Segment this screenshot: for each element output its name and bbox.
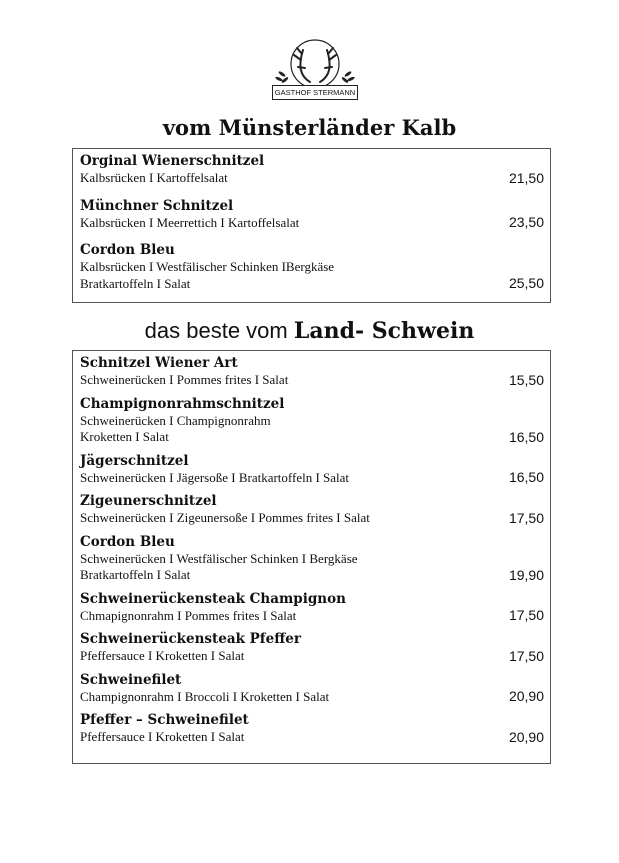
gasthof-logo xyxy=(270,36,360,102)
item-description: Kalbsrücken I Meerrettich I Kartoffelsalat xyxy=(80,214,300,230)
section-title-kalb: vom Münsterländer Kalb xyxy=(162,115,457,140)
logo-text: GASTHOF STERMANN xyxy=(272,85,358,100)
item-description: Schweinerücken I Jägersoße I Bratkartoffeln I Salat xyxy=(80,469,350,485)
item-name: Champignonrahmschnitzel xyxy=(80,395,285,412)
item-description: Kalbsrücken I Kartoffelsalat xyxy=(80,170,228,185)
item-description: Schweinerücken I Westfälischer Schinken I Bergkäse xyxy=(80,550,358,566)
menu-item xyxy=(80,590,544,625)
item-name: Schweinerückensteak Pfeffer xyxy=(80,631,301,647)
menu-box-schwein xyxy=(72,350,551,764)
item-price: 17,50 xyxy=(508,509,544,526)
item-price: 16,50 xyxy=(508,469,544,485)
menu-box-kalb xyxy=(72,148,551,303)
menu-item xyxy=(80,241,544,292)
item-description: Bratkartoffeln I Salat xyxy=(80,567,191,582)
item-price: 19,90 xyxy=(508,566,544,583)
title-bold: Land- Schwein xyxy=(293,318,475,344)
item-name: Zigeunerschnitzel xyxy=(80,493,217,509)
menu-item xyxy=(80,452,544,487)
item-name: Cordon Bleu xyxy=(80,242,175,258)
item-price: 23,50 xyxy=(508,214,544,230)
section-title-schwein xyxy=(0,318,619,344)
menu-item xyxy=(80,197,544,232)
menu-item xyxy=(80,354,544,389)
item-name: Schnitzel Wiener Art xyxy=(80,355,238,371)
menu-item xyxy=(80,711,544,746)
item-price: 20,90 xyxy=(508,688,544,704)
item-description: Schweinerücken I Pommes frites I Salat xyxy=(80,372,289,387)
menu-item xyxy=(80,671,544,706)
item-price: 20,90 xyxy=(508,728,544,745)
item-price: 25,50 xyxy=(508,275,544,291)
item-description: Kalbsrücken I Westfälischer Schinken IBergkäse xyxy=(80,259,335,274)
item-description: Champignonrahm I Broccoli I Kroketten I Salat xyxy=(80,688,330,704)
item-description: Bratkartoffeln I Salat xyxy=(80,275,191,291)
item-name: Pfeffer – Schweinefilet xyxy=(80,712,249,728)
antler-logo-icon xyxy=(270,36,360,88)
item-price: 15,50 xyxy=(508,371,544,388)
menu-item xyxy=(80,395,544,446)
item-name: Schweinefilet xyxy=(80,671,182,688)
item-name: Orginal Wienerschnitzel xyxy=(80,153,265,169)
menu-item xyxy=(80,630,544,665)
item-name: Schweinerückensteak Champignon xyxy=(80,590,346,607)
item-price: 17,50 xyxy=(508,647,544,664)
item-description: Schweinerücken I Zigeunersoße I Pommes frites I Salat xyxy=(80,510,370,525)
item-description: Kroketten I Salat xyxy=(80,429,169,444)
item-description: Pfeffersauce I Kroketten I Salat xyxy=(80,729,245,744)
item-price: 21,50 xyxy=(508,169,544,186)
item-description: Chmapignonrahm I Pommes frites I Salat xyxy=(80,607,297,623)
item-price: 17,50 xyxy=(508,607,544,623)
item-price: 16,50 xyxy=(508,428,544,445)
menu-item xyxy=(80,152,544,187)
item-name: Cordon Bleu xyxy=(80,533,175,550)
item-description: Pfeffersauce I Kroketten I Salat xyxy=(80,648,245,663)
menu-item xyxy=(80,533,544,584)
menu-item xyxy=(80,492,544,527)
item-name: Münchner Schnitzel xyxy=(80,197,234,214)
item-name: Jägerschnitzel xyxy=(80,452,189,469)
item-description: Schweinerücken I Champignonrahm xyxy=(80,412,271,428)
title-prefix: das beste vom xyxy=(144,318,294,343)
